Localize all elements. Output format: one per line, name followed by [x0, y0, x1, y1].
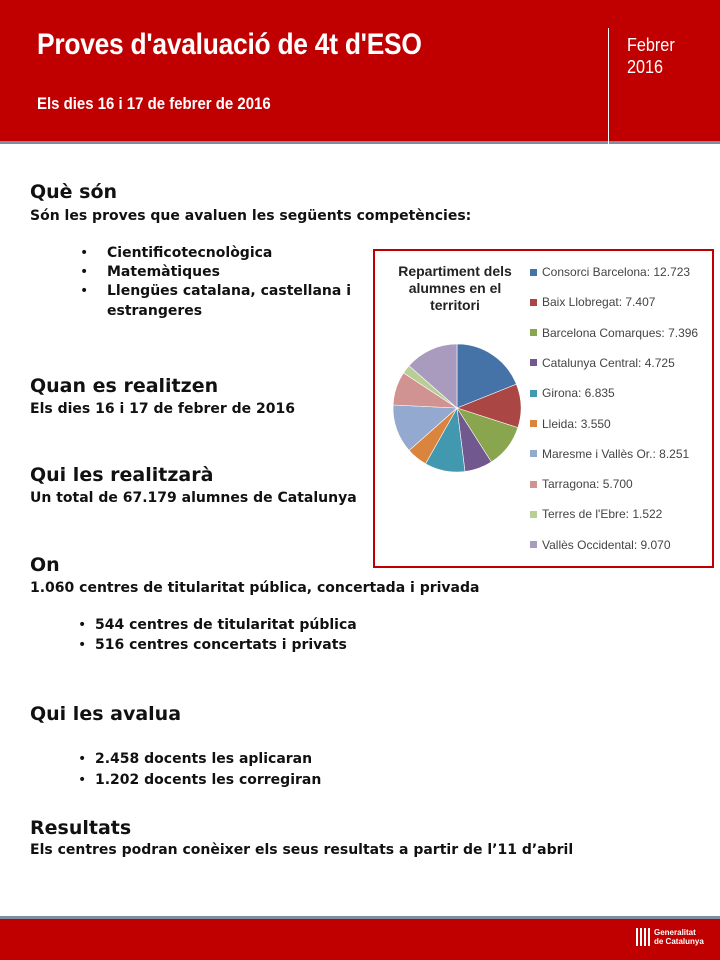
- list-item-text: Llengües catalana, castellana i: [107, 283, 352, 299]
- legend-swatch: [530, 541, 537, 548]
- list-item-text: Cientificotecnològica: [107, 245, 273, 261]
- section-heading-on: On: [30, 554, 60, 576]
- legend-item: [530, 538, 671, 552]
- docents-list: [78, 751, 322, 793]
- bullet: •: [78, 772, 87, 788]
- legend-item: [530, 477, 633, 491]
- section-heading-qui: Qui les realitzarà: [30, 464, 214, 486]
- section-text-qui: Un total de 67.179 alumnes de Catalunya: [30, 490, 357, 506]
- legend-label: Consorci Barcelona: 12.723: [542, 265, 691, 279]
- legend-item: [530, 386, 615, 400]
- legend-swatch: [530, 420, 537, 427]
- logo-line2: de Catalunya: [654, 937, 704, 946]
- section-heading-que-son: Què són: [30, 181, 118, 203]
- section-text-quan: Els dies 16 i 17 de febrer de 2016: [30, 401, 296, 417]
- header-date-year: 2016: [627, 57, 664, 77]
- header-banner: [0, 0, 720, 144]
- bullet: •: [80, 283, 89, 299]
- legend-item: [530, 417, 611, 431]
- legend-item: [530, 326, 698, 340]
- legend-label: Catalunya Central: 4.725: [542, 355, 675, 370]
- legend-label: Lleida: 3.550: [542, 416, 611, 431]
- list-item-text: 516 centres concertats i privats: [95, 637, 347, 653]
- list-item-text: 544 centres de titularitat pública: [95, 617, 357, 633]
- legend-swatch: [530, 359, 537, 366]
- list-item-text: estrangeres: [107, 303, 203, 319]
- section-text-on: 1.060 centres de titularitat pública, concertada i privada: [30, 580, 480, 596]
- pie-chart-panel: [373, 249, 714, 568]
- legend-item: [530, 447, 689, 461]
- bullet: •: [78, 637, 87, 653]
- generalitat-logo: [636, 928, 704, 946]
- header-date-month: Febrer: [627, 35, 675, 55]
- bullet: •: [78, 617, 87, 633]
- footer-banner: [0, 916, 720, 960]
- section-heading-quan: Quan es realitzen: [30, 375, 219, 397]
- page-title: Proves d'avaluació de 4t d'ESO: [37, 28, 422, 61]
- section-text-que-son: Són les proves que avaluen les següents competències:: [30, 208, 472, 224]
- legend-item: [530, 356, 675, 370]
- list-item: [78, 637, 357, 657]
- legend-swatch: [530, 450, 537, 457]
- list-item: [80, 245, 351, 264]
- legend-swatch: [530, 390, 537, 397]
- generalitat-bars-icon: [636, 928, 650, 946]
- legend-label: Girona: 6.835: [542, 386, 615, 401]
- legend-label: Vallès Occidental: 9.070: [542, 537, 671, 552]
- header-divider: [608, 28, 609, 144]
- bullet: •: [80, 245, 89, 261]
- section-text-resultats: Els centres podran conèixer els seus resultats a partir de l’11 d’abril: [30, 842, 574, 858]
- legend-swatch: [530, 481, 537, 488]
- legend-label: Tarragona: 5.700: [542, 477, 633, 492]
- list-item: [80, 264, 351, 283]
- legend-label: Barcelona Comarques: 7.396: [542, 325, 699, 340]
- list-item: [78, 772, 322, 793]
- section-heading-avalua: Qui les avalua: [30, 703, 182, 725]
- competencies-list: [80, 245, 352, 323]
- legend-label: Terres de l'Ebre: 1.522: [542, 507, 663, 522]
- list-item: [78, 617, 357, 637]
- legend-label: Maresme i Vallès Or.: 8.251: [542, 446, 690, 461]
- legend-item: [530, 265, 690, 279]
- logo-line1: Generalitat: [654, 928, 696, 937]
- list-item: [78, 751, 321, 772]
- section-heading-resultats: Resultats: [30, 817, 132, 839]
- page-subtitle: Els dies 16 i 17 de febrer de 2016: [37, 94, 271, 113]
- bullet: •: [80, 264, 89, 280]
- legend-label: Baix Llobregat: 7.407: [542, 295, 656, 310]
- legend-item: [530, 295, 655, 309]
- list-item-text: 2.458 docents les aplicaran: [95, 751, 313, 767]
- list-item-continuation: [107, 303, 351, 323]
- header-date: [627, 34, 699, 78]
- list-item-text: 1.202 docents les corregiran: [95, 772, 322, 788]
- list-item-text: Matemàtiques: [107, 264, 220, 280]
- legend-swatch: [530, 299, 537, 306]
- centres-list: [78, 617, 357, 657]
- pie-chart: [381, 331, 541, 491]
- legend-swatch: [530, 269, 537, 276]
- legend-swatch: [530, 329, 537, 336]
- list-item: [80, 283, 352, 303]
- legend-item: [530, 507, 662, 521]
- bullet: •: [78, 751, 87, 767]
- chart-title: Repartiment dels alumnes en el territori: [398, 263, 512, 313]
- legend-swatch: [530, 511, 537, 518]
